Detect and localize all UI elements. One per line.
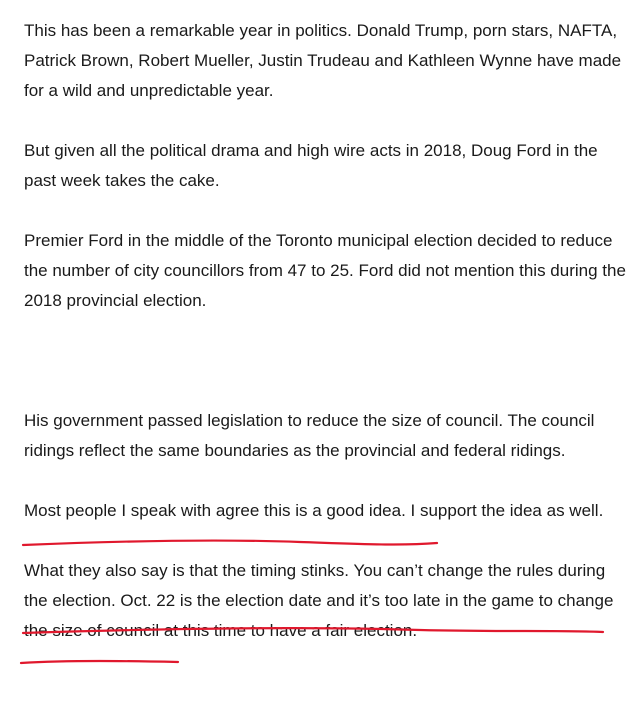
paragraph-support xyxy=(24,496,628,526)
paragraph-intro: This has been a remarkable year in politics. Donald Trump, porn stars, NAFTA, Patrick Brown, Robert Mueller, Justin Trudeau and Kathleen Wynne have made for a wild and unpredictable year. xyxy=(24,21,622,100)
article-body xyxy=(24,16,628,676)
paragraph-legislation: His government passed legislation to reduce the size of council. The council ridings reflect the same boundaries as the provincial and federal ridings. xyxy=(24,411,595,460)
highlighted-sentence-support: Most people I speak with agree this is a good idea. xyxy=(24,501,406,520)
highlighted-sentence-timing: What they also say is that the timing stinks. You can’t change the rules during the election. xyxy=(24,561,606,610)
paragraph-council-cut: Premier Ford in the middle of the Toronto municipal election decided to reduce the number of city councillors from 47 to 25. Ford did not mention this during the 2018 provincial election. xyxy=(24,231,626,310)
sentence-support-rest: I support the idea as well. xyxy=(405,501,604,520)
paragraph-timing xyxy=(24,556,628,646)
paragraph-doug-ford: But given all the political drama and high wire acts in 2018, Doug Ford in the past week takes the cake. xyxy=(24,141,598,190)
sentence-timing-rest: Oct. 22 is the election date and it’s too late in the game to change the size of council at this time to have a fair election. xyxy=(24,591,614,640)
paragraph-spacer xyxy=(24,346,628,406)
